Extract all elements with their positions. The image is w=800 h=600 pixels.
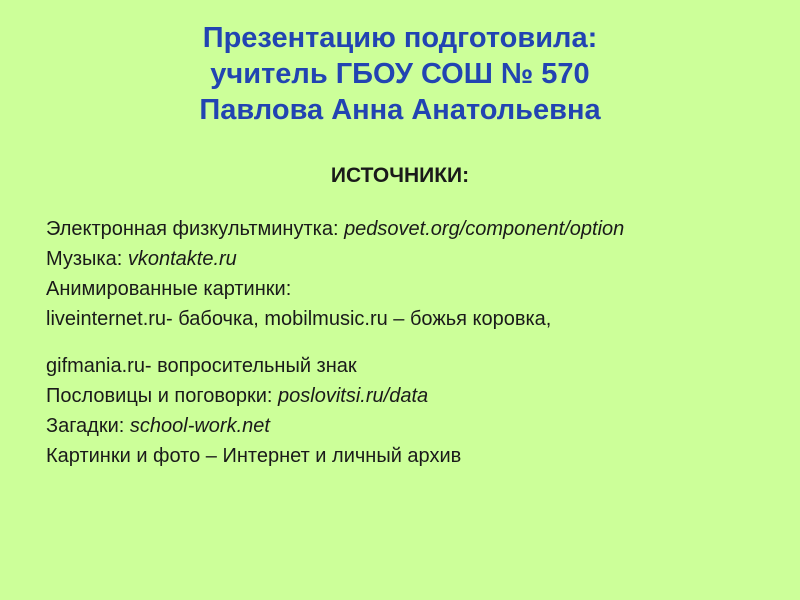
source-line — [46, 274, 770, 304]
slide-title-line-3: Павлова Анна Анатольевна — [199, 94, 601, 126]
source-label: Загадки: — [46, 415, 130, 437]
slide-title-line-2: учитель ГБОУ СОШ № 570 — [210, 58, 590, 90]
source-line — [46, 214, 770, 244]
source-label: Пословицы и поговорки: — [46, 385, 279, 407]
source-url: school-work.net — [129, 415, 270, 437]
source-label: gifmania.ru- вопросительный знак — [46, 355, 357, 377]
source-line — [46, 351, 770, 381]
sources-heading: ИСТОЧНИКИ: — [330, 164, 470, 187]
source-label: Анимированные картинки: — [46, 278, 292, 300]
source-label: Картинки и фото – Интернет и личный архив — [46, 445, 462, 467]
source-line — [46, 381, 770, 411]
slide-title — [0, 20, 800, 128]
source-label: liveinternet.ru- бабочка, mobilmusic.ru – божья коровка, — [46, 308, 552, 330]
slide-title-line-1: Презентацию подготовила: — [202, 22, 598, 54]
source-line — [46, 244, 770, 274]
source-line — [46, 411, 770, 441]
source-url: poslovitsi.ru/data — [278, 385, 429, 407]
source-line — [46, 441, 770, 471]
source-url: vkontakte.ru — [127, 248, 237, 270]
source-line — [46, 304, 770, 334]
source-url: pedsovet.org/component/option — [344, 218, 625, 240]
sources-list — [46, 214, 770, 471]
source-label: Электронная физкультминутка: — [46, 218, 345, 240]
source-label: Музыка: — [46, 248, 128, 270]
